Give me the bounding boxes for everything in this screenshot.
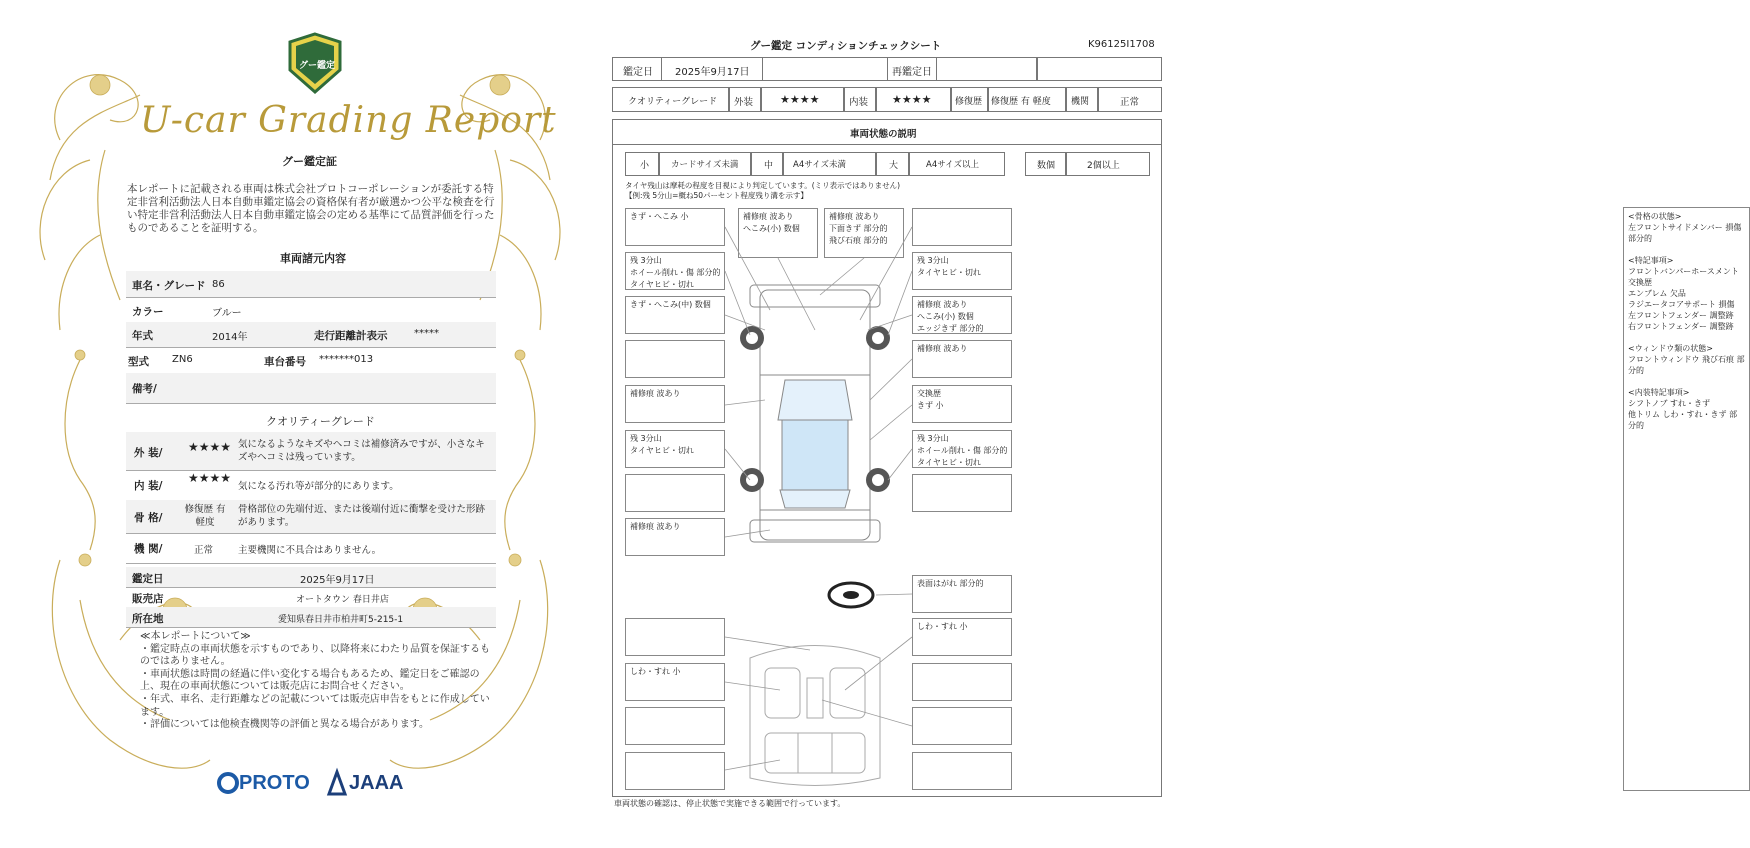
date-label: 鑑定日 — [623, 67, 653, 78]
side-note-line: 他トリム しわ・すれ・きず 部分的 — [1628, 410, 1738, 430]
mileage-value: ***** — [414, 328, 439, 339]
interior-stars: ★★★★ — [188, 471, 232, 485]
quality-label: クオリティーグレード — [628, 97, 718, 107]
frame-text: 骨格部位の先端付近、または後端付近に衝撃を受けた形跡があります。 — [238, 504, 486, 528]
row-shop — [126, 587, 496, 608]
side-note-line: 右フロントフェンダー 調整跡 — [1628, 322, 1734, 331]
name-label: 車名・グレード — [132, 280, 206, 292]
damage-box: しわ・すれ 小 — [625, 663, 725, 701]
script-title: U-car Grading Report — [140, 100, 557, 141]
shop-value: オートタウン 春日井店 — [296, 595, 389, 605]
model-label: 型式 — [128, 356, 149, 368]
row-model — [126, 347, 496, 374]
side-note-line: <骨格の状態> — [1628, 212, 1682, 221]
shop-label: 販売店 — [132, 593, 164, 605]
damage-box: 補修痕 波あり 下面きず 部分的 飛び石痕 部分的 — [824, 208, 904, 258]
report-notes — [140, 631, 496, 732]
grading-certificate — [0, 0, 600, 848]
size-mid-desc: A4サイズ未満 — [793, 160, 847, 170]
proto-logo-text: PROTO — [239, 772, 310, 794]
repair-value: 修復歴 有 軽度 — [991, 97, 1051, 107]
year-value: 2014年 — [212, 332, 248, 343]
engine-text: 主要機関に不具合はありません。 — [238, 545, 382, 556]
notes-title: ≪本レポートについて≫ — [140, 631, 251, 642]
row-name-grade — [126, 271, 496, 298]
certificate-text: 本レポートに記載される車両は株式会社プロトコーポレーションが委託する特定非営利活動法人日本自動車鑑定協会の資格保有者が厳選かつ公平な検査を行い特定非営利活動法人日本自動車鑑定協会の定める基準にて品質評価を行ったものであることを証明する。 — [127, 183, 495, 234]
size-large-desc: A4サイズ以上 — [926, 160, 980, 170]
damage-box: きず・へこみ(中) 数個 — [625, 296, 725, 334]
row-year — [126, 322, 496, 348]
damage-box: 補修痕 波あり へこみ(小) 数個 — [738, 208, 818, 258]
spacer — [1628, 332, 1745, 343]
note-item: ・車両状態は時間の経過に伴い変化する場合もあるため、鑑定日をご確認の上、現在の車両状態については販売店にお問合せください。 — [140, 668, 480, 693]
side-note-line: <特記事項> — [1628, 256, 1674, 265]
damage-box: きず・へこみ 小 — [625, 208, 725, 246]
side-note-line: ラジエータコアサポート 損傷 — [1628, 300, 1735, 309]
name-value: 86 — [212, 279, 225, 290]
size-small: 小 — [640, 161, 650, 171]
row-address — [126, 607, 496, 628]
color-label: カラー — [132, 306, 164, 318]
exterior-stars: ★★★★ — [188, 440, 232, 454]
certificate-title: グー鑑定証 — [282, 155, 337, 168]
engine-value: 正常 — [194, 545, 214, 556]
mileage-label: 走行距離計表示 — [314, 330, 388, 342]
side-note-line: シフトノブ すれ・きず — [1628, 399, 1711, 408]
model-value: ZN6 — [172, 354, 193, 365]
damage-box: 交換歴 きず 小 — [912, 385, 1012, 423]
int-stars: ★★★★ — [892, 93, 932, 106]
date-value: 2025年9月17日 — [675, 67, 750, 78]
damage-box: 補修痕 波あり — [625, 518, 725, 556]
spacer — [1628, 376, 1745, 387]
ext-label: 外装 — [734, 97, 754, 108]
address-value: 愛知県春日井市柏井町5-215-1 — [278, 615, 404, 625]
spacer — [1628, 244, 1745, 255]
sheet-footer: 車両状態の確認は、停止状態で実施できる範囲で行っています。 — [614, 799, 846, 808]
tire-note-1: タイヤ残山は摩耗の程度を目視により判定しています。(ミリ表示ではありません) — [625, 181, 901, 190]
size-small-desc: カードサイズ未満 — [671, 160, 739, 170]
leader-lines — [600, 0, 1200, 848]
row-remarks — [126, 373, 496, 404]
interior-text: 気になる汚れ等が部分的にあります。 — [238, 481, 399, 492]
damage-box: 補修痕 波あり へこみ(小) 数個 エッジきず 部分的 — [912, 296, 1012, 334]
jaaa-logo-icon — [327, 770, 347, 796]
color-value: ブルー — [212, 308, 242, 319]
damage-box: 補修痕 波あり — [625, 385, 725, 423]
engine-value: 正常 — [1120, 97, 1140, 108]
row-frame — [126, 500, 496, 534]
side-note-line: 左フロントサイドメンバー 損傷 — [1628, 223, 1742, 232]
redate-label: 再鑑定日 — [892, 67, 932, 78]
frame-label: 骨 格/ — [134, 512, 163, 524]
side-note-line: 交換歴 — [1628, 278, 1652, 287]
row-engine — [126, 533, 496, 564]
frame-value: 修復歴 有 軽度 — [184, 504, 226, 528]
jaaa-logo-text: JAAA — [349, 772, 404, 794]
date-value: 2025年9月17日 — [300, 575, 375, 586]
damage-box: 残 3分山 ホイール削れ・傷 部分的 タイヤヒビ・切れ — [625, 252, 725, 290]
badge-text: グー鑑定 — [299, 61, 336, 71]
damage-box: 補修痕 波あり — [912, 340, 1012, 378]
row-interior — [126, 470, 496, 501]
tire-note-2: 【例:残 5分山=概ね50パーセント程度残り溝を示す】 — [625, 191, 808, 200]
count-value: 2個以上 — [1087, 161, 1120, 171]
ext-stars: ★★★★ — [780, 93, 820, 106]
side-note-line: <内装特記事項> — [1628, 388, 1690, 397]
exterior-label: 外 装/ — [134, 447, 163, 459]
row-date — [126, 567, 496, 588]
interior-label: 内 装/ — [134, 480, 163, 492]
damage-box: 残 3分山 ホイール削れ・傷 部分的 タイヤヒビ・切れ — [912, 430, 1012, 468]
size-mid: 中 — [764, 161, 774, 171]
address-label: 所在地 — [132, 613, 164, 625]
date-label: 鑑定日 — [132, 573, 164, 585]
row-color — [126, 297, 496, 323]
condition-check-sheet — [600, 0, 1745, 848]
notes-panel — [1623, 207, 1750, 791]
proto-logo-icon — [217, 772, 239, 794]
engine-label: 機関 — [1071, 97, 1090, 107]
quality-title: クオリティーグレード — [266, 415, 375, 428]
year-label: 年式 — [132, 330, 153, 342]
side-note-line: エンブレム 欠品 — [1628, 289, 1686, 298]
side-note-line: フロントウィンドウ 飛び石痕 部分的 — [1628, 355, 1745, 375]
count-label: 数個 — [1037, 161, 1056, 171]
size-large: 大 — [889, 161, 899, 171]
damage-box: 残 3分山 タイヤヒビ・切れ — [912, 252, 1012, 290]
chassis-label: 車台番号 — [264, 356, 306, 368]
damage-box: 表面はがれ 部分的 — [912, 575, 1012, 613]
note-item: ・年式、車名、走行距離などの記載については販売店申告をもとに作成しています。 — [140, 693, 490, 718]
state-title: 車両状態の説明 — [850, 129, 917, 140]
damage-box: しわ・すれ 小 — [912, 618, 1012, 656]
exterior-text: 気になるようなキズやヘコミは補修済みですが、小さなキズやヘコミは残っています。 — [238, 439, 485, 463]
side-note-line: <ウィンドウ類の状態> — [1628, 344, 1713, 353]
side-note-line: 部分的 — [1628, 234, 1652, 243]
spec-title: 車両諸元内容 — [280, 252, 346, 265]
sheet-title: グー鑑定 コンディションチェックシート — [750, 40, 942, 52]
row-exterior — [126, 432, 496, 471]
int-label: 内装 — [849, 97, 869, 108]
damage-box: 残 3分山 タイヤヒビ・切れ — [625, 430, 725, 468]
remarks-label: 備考/ — [132, 383, 157, 395]
side-note-line: 左フロントフェンダー 調整跡 — [1628, 311, 1734, 320]
note-item: ・鑑定時点の車両状態を示すものであり、以降将来にわたり品質を保証するものではありません。 — [140, 643, 490, 668]
note-item: ・評価については他検査機関等の評価と異なる場合があります。 — [140, 719, 429, 731]
side-note-line: フロントバンパーホースメント — [1628, 267, 1739, 276]
sheet-id: K96125I1708 — [1088, 39, 1155, 50]
engine-label: 機 関/ — [134, 543, 163, 555]
repair-label: 修復歴 — [955, 97, 983, 107]
chassis-value: *******013 — [319, 354, 374, 365]
